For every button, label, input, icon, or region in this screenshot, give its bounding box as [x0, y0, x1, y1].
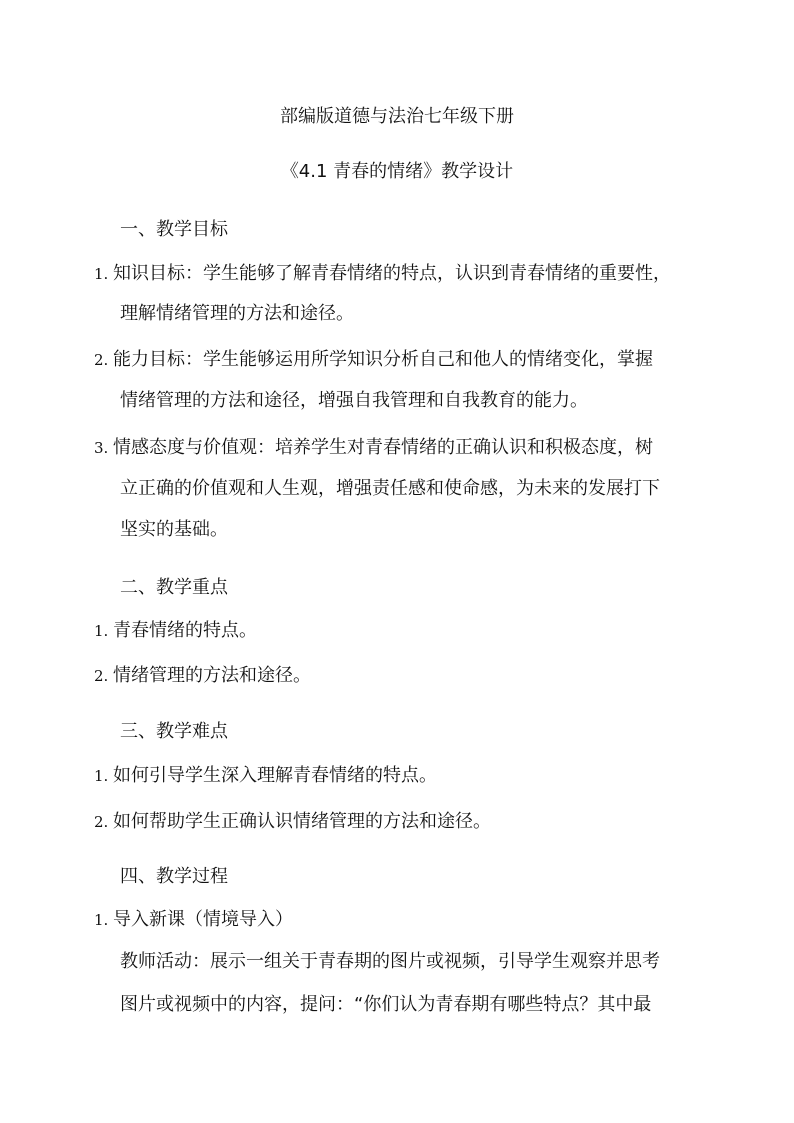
list-item-text: 情绪管理的方法和途径。 [113, 665, 311, 686]
list-item [94, 262, 671, 286]
document-subtitle: 《4.1 青春的情绪》教学设计 [280, 161, 514, 182]
list-item-continuation: 立正确的价值观和人生观，增强责任感和使命感，为未来的发展打下 [120, 478, 660, 499]
list-item-number: 1. [94, 265, 109, 283]
list-item [94, 619, 257, 643]
list-item-number: 1. [94, 622, 109, 640]
document-title: 部编版道德与法治七年级下册 [280, 106, 514, 127]
list-item [94, 348, 653, 372]
teacher-activity-line: 图片或视频中的内容，提问：“你们认为青春期有哪些特点？其中最 [120, 994, 652, 1015]
list-item-continuation: 情绪管理的方法和途径，增强自我管理和自我教育的能力。 [120, 390, 588, 411]
list-item [94, 436, 653, 460]
list-item [94, 908, 293, 932]
list-item-number: 2. [94, 813, 109, 831]
list-item [94, 664, 311, 688]
section-heading-key-points: 二、教学重点 [120, 577, 228, 598]
list-item-number: 1. [94, 911, 109, 929]
list-item [94, 810, 491, 834]
list-item-text: 导入新课（情境导入） [113, 909, 293, 930]
list-item-number: 3. [94, 439, 109, 457]
teacher-activity-line: 教师活动：展示一组关于青春期的图片或视频，引导学生观察并思考 [120, 951, 660, 972]
list-item-continuation: 理解情绪管理的方法和途径。 [120, 303, 354, 324]
section-heading-difficulties: 三、教学难点 [120, 721, 228, 742]
section-heading-objectives: 一、教学目标 [120, 219, 228, 240]
list-item-text: 如何引导学生深入理解青春情绪的特点。 [113, 765, 437, 786]
list-item-number: 2. [94, 667, 109, 685]
list-item-text: 如何帮助学生正确认识情绪管理的方法和途径。 [113, 811, 491, 832]
list-item-number: 1. [94, 767, 109, 785]
list-item-continuation: 坚实的基础。 [120, 519, 228, 540]
list-item [94, 764, 437, 788]
list-item-text: 青春情绪的特点。 [113, 620, 257, 641]
list-item-text: 能力目标：学生能够运用所学知识分析自己和他人的情绪变化，掌握 [113, 349, 653, 370]
list-item-number: 2. [94, 351, 109, 369]
section-heading-process: 四、教学过程 [120, 866, 228, 887]
list-item-text: 情感态度与价值观：培养学生对青春情绪的正确认识和积极态度，树 [113, 437, 653, 458]
list-item-text: 知识目标：学生能够了解青春情绪的特点，认识到青春情绪的重要性， [113, 263, 671, 284]
